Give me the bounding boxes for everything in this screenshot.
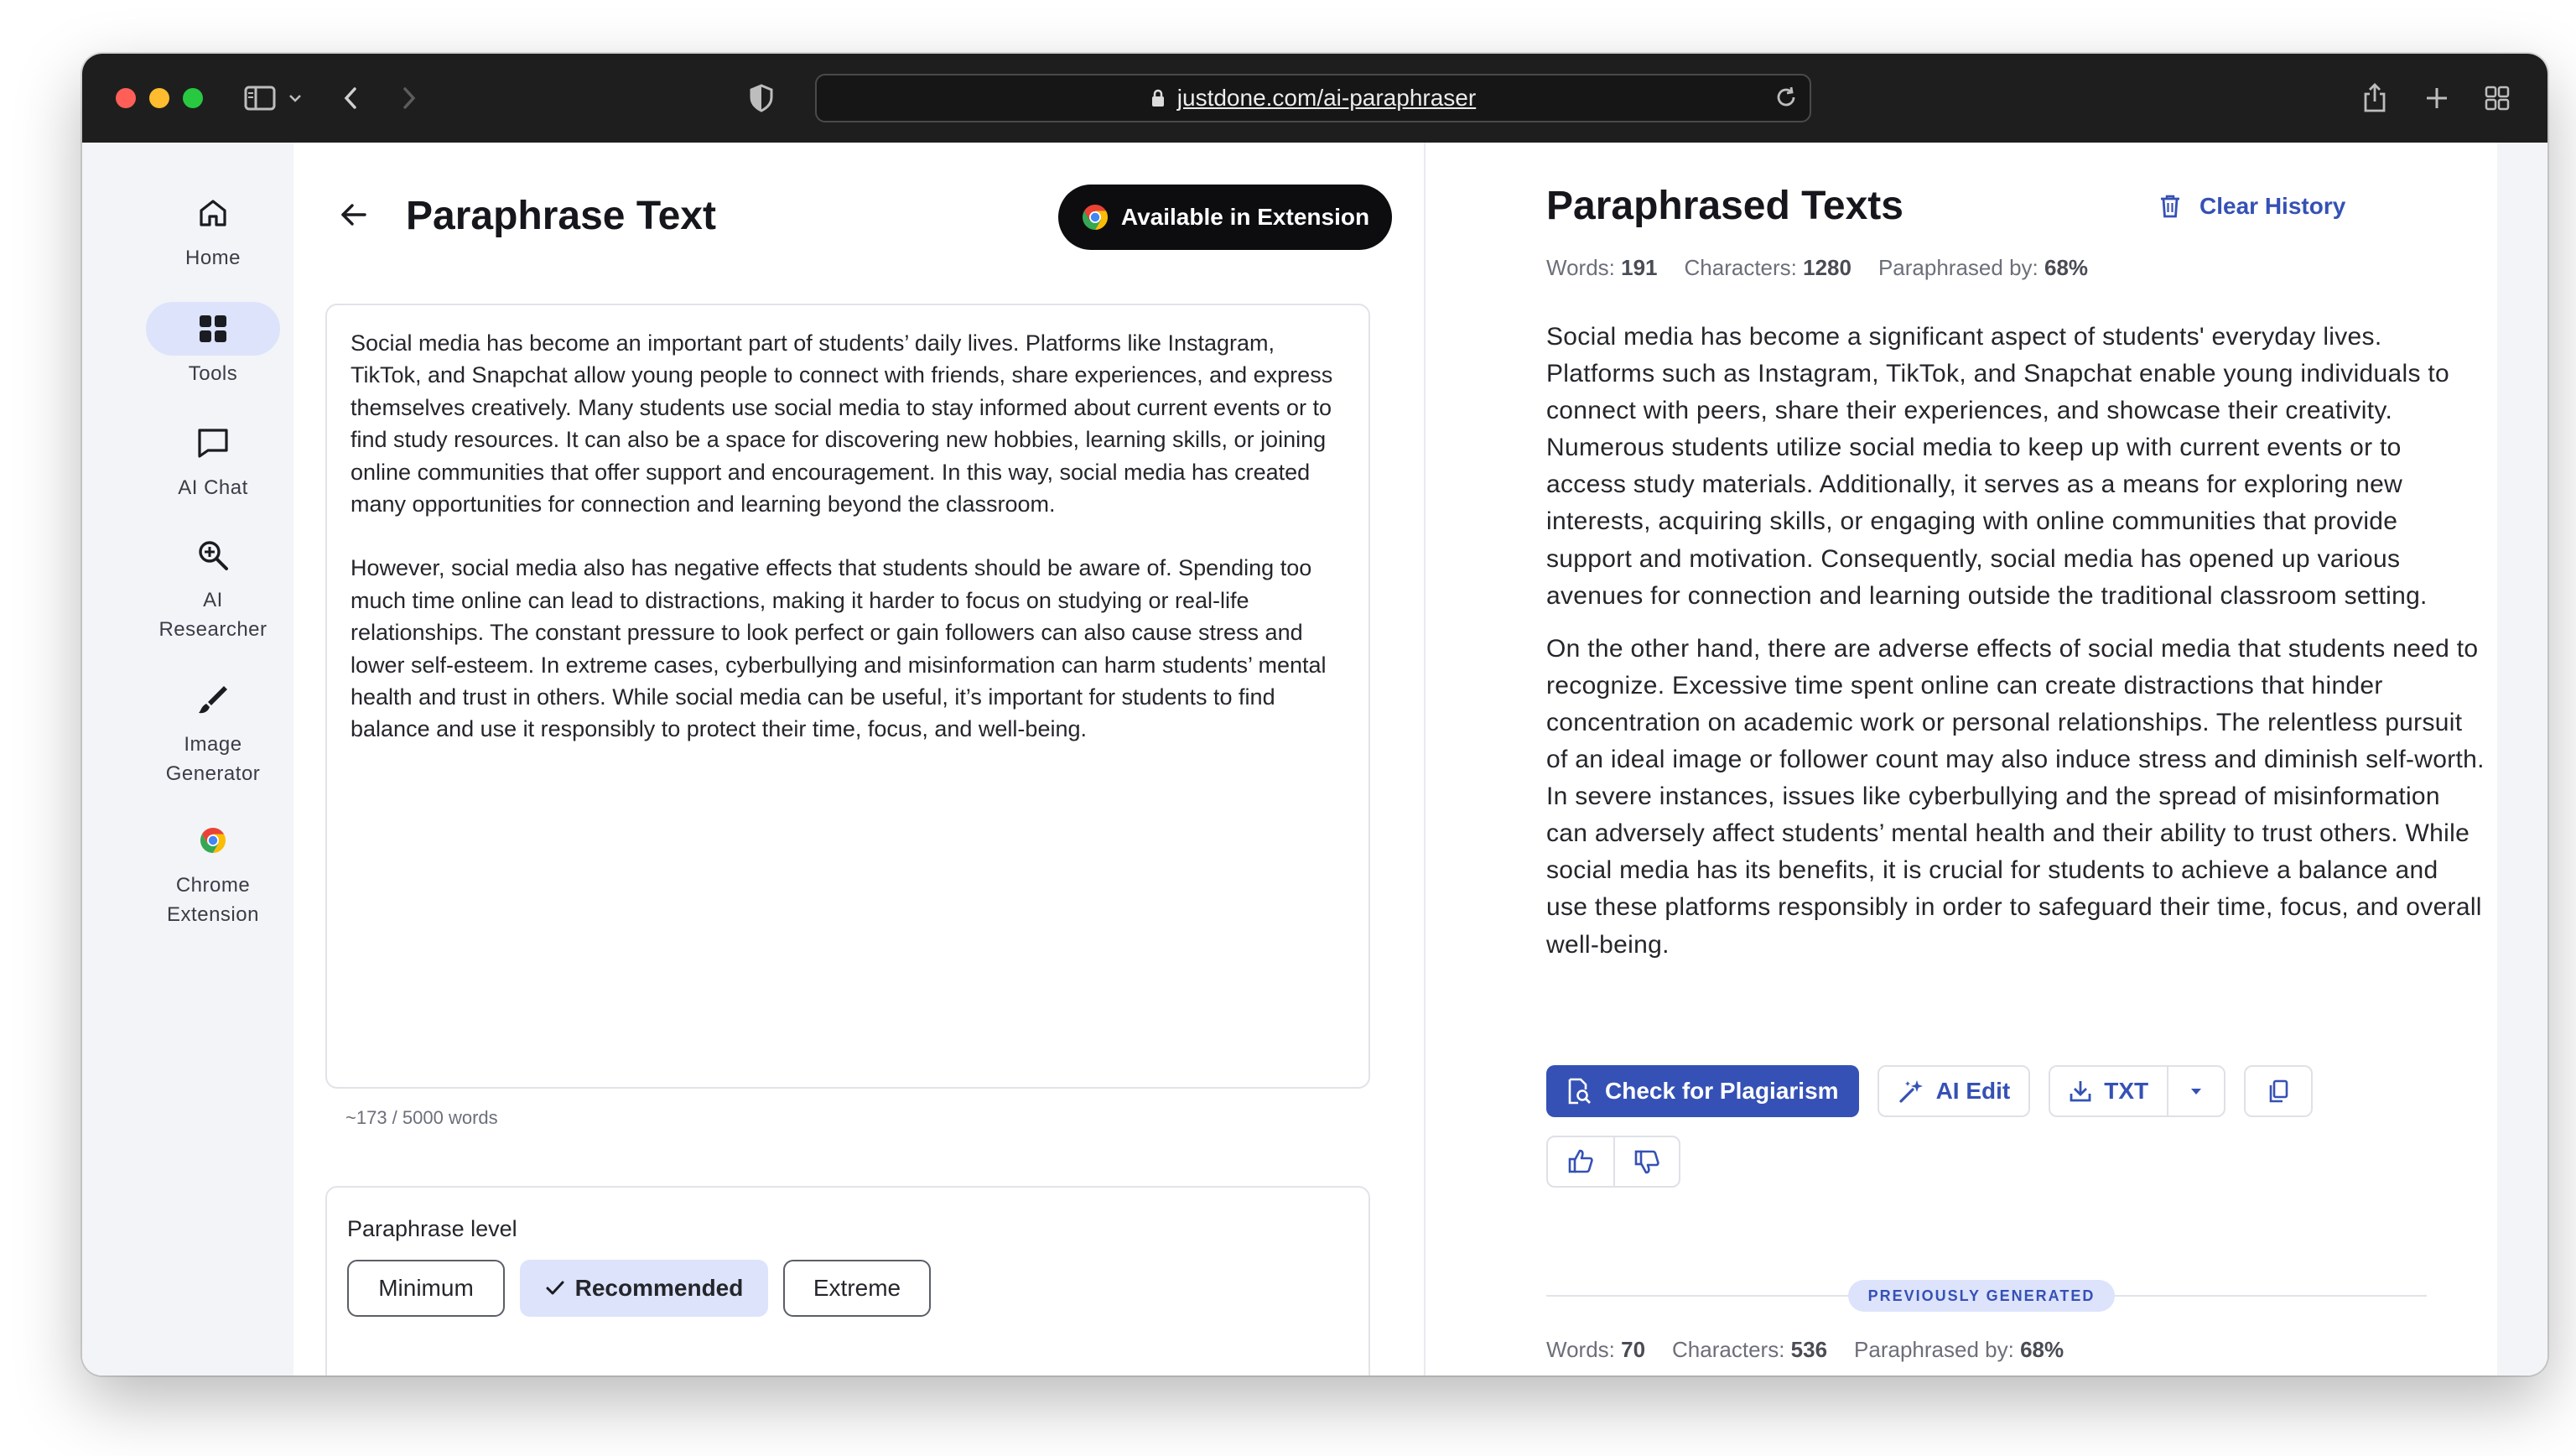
browser-titlebar <box>82 54 2547 143</box>
divider-line <box>2115 1295 2427 1297</box>
sidebar-item-ai-researcher[interactable] <box>132 528 293 644</box>
sidebar-item-label: Image Generator <box>165 733 261 785</box>
thumbs-up-icon <box>1567 1148 1594 1175</box>
input-paragraph: However, social media also has negative effects that students should be aware of. Spending too much time online can lead to distractions, making it harder to focus on studying or real-life relationships. The constant pressure to look perfect or gain followers can also cause stress and lower self-esteem. In extreme cases, cyberbullying and misinformation can harm students’ mental health and trust in others. While social media can be useful, it’s important for students to find balance and use it responsibly to protect their time, focus, and well-being. <box>351 555 1327 742</box>
txt-label: TXT <box>2104 1078 2149 1104</box>
paraphrased-by-stat: Paraphrased by: 68% <box>1854 1337 2064 1362</box>
result-actions <box>1546 1065 2313 1117</box>
check-icon <box>545 1280 565 1297</box>
download-icon <box>2069 1079 2092 1103</box>
back-nav-icon[interactable] <box>332 80 369 117</box>
result-title: Paraphrased Texts <box>1546 184 1903 228</box>
browser-window <box>82 54 2547 1375</box>
plagiarism-button-label: Check for Plagiarism <box>1605 1078 1839 1104</box>
clear-history-button[interactable] <box>2159 193 2345 220</box>
address-bar[interactable] <box>815 74 1811 122</box>
thumbs-down-button[interactable] <box>1613 1137 1679 1186</box>
caret-down-icon <box>2189 1086 2204 1096</box>
level-option-label: Extreme <box>813 1275 901 1301</box>
trash-icon <box>2159 194 2181 219</box>
copy-icon <box>2267 1079 2290 1104</box>
new-tab-icon[interactable] <box>2418 80 2455 117</box>
close-window-button[interactable] <box>116 88 136 108</box>
lock-icon <box>1150 88 1166 108</box>
brush-icon <box>146 673 280 726</box>
sidebar-item-label: Tools <box>188 362 238 385</box>
grid-icon <box>146 302 280 356</box>
sidebar-item-chrome-extension[interactable] <box>132 814 293 929</box>
result-stats <box>1546 255 2088 281</box>
paraphrased-output-text <box>1546 319 2485 980</box>
back-arrow-icon[interactable] <box>334 195 374 235</box>
feedback-buttons <box>1546 1136 1680 1188</box>
level-minimum-button[interactable] <box>347 1260 505 1317</box>
search-icon <box>146 528 280 582</box>
chrome-icon <box>146 814 280 867</box>
sidebar-item-ai-chat[interactable] <box>132 416 293 502</box>
sidebar-item-label: Home <box>184 247 242 269</box>
level-option-label: Minimum <box>378 1275 474 1301</box>
clear-history-label: Clear History <box>2199 193 2346 219</box>
words-stat: Words: 191 <box>1546 255 1658 280</box>
chat-icon <box>146 416 280 470</box>
paraphrased-result-panel <box>1426 143 2497 1375</box>
thumbs-up-button[interactable] <box>1548 1137 1613 1186</box>
chevron-down-icon[interactable] <box>285 80 305 117</box>
output-paragraph: On the other hand, there are adverse effects of social media that students need to recognize. Excessive time spent online can create distractions that hinder concentration on academic work or personal relationships. The relentless pursuit of an ideal image or follower count may also induce stress and diminish self-worth. In severe instances, issues like cyberbullying and the spread of misinformation can adversely affect students’ mental health and their ability to trust others. While social media has its benefits, it is crucial for students to achieve a balance and use these platforms responsibly in order to safeguard their time, focus, and overall well-being. <box>1546 634 2485 959</box>
paraphrased-by-stat: Paraphrased by: 68% <box>1877 255 2089 280</box>
ai-edit-label: AI Edit <box>1935 1078 2011 1104</box>
extension-button-label: Available in Extension <box>1120 204 1370 230</box>
chrome-icon <box>1081 203 1109 231</box>
level-option-label: Recommended <box>574 1275 744 1301</box>
document-search-icon <box>1566 1078 1592 1105</box>
sidebar-item-label: AI Researcher <box>158 589 267 641</box>
reload-icon[interactable] <box>1771 82 1801 117</box>
maximize-window-button[interactable] <box>183 88 203 108</box>
sidebar-item-label: Chrome Extension <box>167 874 259 926</box>
previously-generated-badge: PREVIOUSLY GENERATED <box>1848 1280 2115 1312</box>
level-extreme-button[interactable] <box>783 1260 931 1317</box>
page-gutter-left <box>82 143 132 1375</box>
input-text-area[interactable] <box>325 304 1370 1089</box>
characters-stat: Characters: 536 <box>1672 1337 1828 1362</box>
sparkle-icon <box>1898 1079 1924 1104</box>
words-stat: Words: 70 <box>1546 1337 1646 1362</box>
paraphrase-input-panel <box>293 143 1424 1375</box>
output-paragraph: Social media has become a significant aspect of students' everyday lives. Platforms such as Instagram, TikTok, and Snapchat enable young individuals to connect with peers, share their experiences, and showcase their creativity. Numerous students utilize social media to keep up with current events or to access study materials. Additionally, it serves as a means for exploring new interests, acquiring skills, or engaging with online communities that provide support and motivation. Consequently, social media has opened up various avenues for connection and learning outside the traditional classroom setting. <box>1546 323 2450 610</box>
url-text[interactable]: justdone.com/ai-paraphraser <box>1176 85 1477 111</box>
tab-overview-icon[interactable] <box>2479 80 2516 117</box>
sidebar-toggle-icon[interactable] <box>242 80 278 117</box>
check-plagiarism-button[interactable] <box>1546 1065 1859 1117</box>
sidebar-item-label: AI Chat <box>178 476 248 499</box>
characters-stat: Characters: 1280 <box>1684 255 1852 280</box>
page-gutter-right <box>2497 143 2547 1375</box>
sidebar-item-home[interactable] <box>132 186 293 273</box>
paraphrase-level-card <box>325 1186 1370 1375</box>
input-paragraph: Social media has become an important part of students’ daily lives. Platforms like Instagram, TikTok, and Snapchat allow young people to connect with friends, share experiences, and express themselves creatively. Many students use social media to stay informed about current events or to find study resources. It can also be a space for discovering new hobbies, learning skills, or joining online communities that offer support and encouragement. In this way, social media has created many opportunities for connection and learning beyond the classroom. <box>351 330 1333 517</box>
page-content <box>82 143 2547 1375</box>
sidebar <box>132 143 293 1375</box>
minimize-window-button[interactable] <box>149 88 169 108</box>
word-count: ~173 / 5000 words <box>345 1107 498 1128</box>
paraphrase-level-label: Paraphrase level <box>347 1216 517 1241</box>
previous-result-stats <box>1546 1337 2064 1363</box>
divider-line <box>1546 1295 1852 1297</box>
forward-nav-icon[interactable] <box>391 80 428 117</box>
sidebar-item-image-generator[interactable] <box>132 673 293 788</box>
sidebar-item-tools[interactable] <box>132 302 293 388</box>
download-format-dropdown[interactable] <box>2167 1067 2224 1115</box>
ai-edit-button[interactable] <box>1877 1065 2031 1117</box>
home-icon <box>146 186 280 240</box>
page-title: Paraphrase Text <box>406 194 716 238</box>
download-txt-button[interactable] <box>2050 1067 2167 1115</box>
share-icon[interactable] <box>2356 80 2393 117</box>
download-txt-split-button <box>2049 1065 2225 1117</box>
level-recommended-button[interactable] <box>520 1260 768 1317</box>
available-in-extension-button[interactable] <box>1058 185 1392 250</box>
thumbs-down-icon <box>1633 1148 1660 1175</box>
copy-button[interactable] <box>2244 1065 2313 1117</box>
shield-icon[interactable] <box>743 80 780 117</box>
